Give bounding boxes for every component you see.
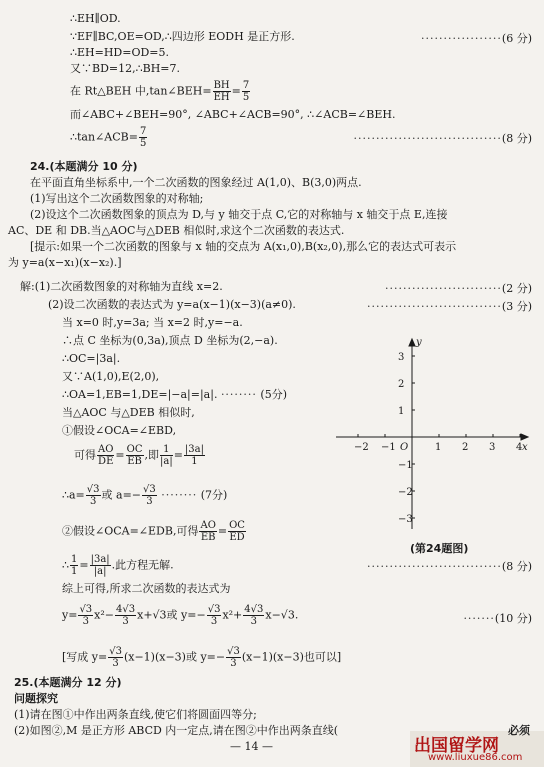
- graph-caption: (第24题图): [410, 542, 469, 555]
- sol-9: ①假设∠OCA=∠EBD,: [62, 424, 177, 437]
- line-4: 又∵BD=12,∴BH=7.: [70, 62, 180, 75]
- y-tick-label: −3: [398, 514, 413, 525]
- y-tick-label: 1: [398, 406, 405, 417]
- sol-3: 当 x=0 时,y=3a; 当 x=2 时,y=−a.: [62, 316, 243, 329]
- line-7: ∴tan∠ACB= $\frac{7}{5}$: [70, 126, 147, 149]
- logo-text: 出国留学网: [414, 736, 499, 756]
- q25-section: 问题探究: [14, 692, 58, 705]
- x-tick-label: 4: [516, 442, 523, 453]
- x-axis-arrow: [521, 434, 528, 440]
- coordinate-graph: [332, 333, 532, 533]
- sol-7: ∴OA=1,EB=1,DE=|−a|=|a|. ········ (5分): [62, 388, 288, 401]
- q24-hint-a: [提示:如果一个二次函数的图象与 x 轴的交点为 A(x₁,0),B(x₂,0),那么它的表达式可表示: [30, 240, 457, 253]
- x-tick-label: 3: [489, 442, 496, 453]
- question-24-title: 24.(本题满分 10 分): [30, 160, 138, 173]
- x-axis-label: x: [522, 442, 528, 453]
- score-6: ··················(6 分): [420, 32, 532, 45]
- y-tick-label: −2: [398, 487, 413, 498]
- q25-text-c: (2)如图②,M 是正方形 ABCD 内一定点,请在图②中作出两条直线(: [14, 724, 339, 737]
- score-8b: ······························(8 分): [367, 560, 532, 573]
- x-tick-label: 2: [462, 442, 469, 453]
- sol-6: 又∵A(1,0),E(2,0),: [62, 370, 160, 383]
- sol-14: 综上可得,所求二次函数的表达式为: [62, 582, 231, 595]
- line-5: 在 Rt△BEH 中,tan∠BEH= $\frac{BH}{EH}$ = $\frac{7}{5}$: [70, 80, 250, 103]
- x-tick-label: −1: [381, 442, 396, 453]
- sol-2: (2)设二次函数的表达式为 y=a(x−1)(x−3)(a≠0).: [48, 298, 296, 311]
- sol-4: ∴点 C 坐标为(0,3a),顶点 D 坐标为(2,−a).: [62, 334, 278, 347]
- page-number: — 14 —: [230, 740, 273, 753]
- score-8a: ·································(8 分): [353, 132, 532, 145]
- score-3: ······························(3 分): [367, 300, 532, 313]
- q24-text-d: AC、DE 和 DB.当△AOC与△DEB 相似时,求这个二次函数的表达式.: [8, 224, 345, 237]
- line-1: ∴EH∥OD.: [70, 12, 121, 25]
- logo-url: www.liuxue86.com: [428, 752, 523, 763]
- y-tick-label: −1: [398, 460, 413, 471]
- line-3: ∴EH=HD=OD=5.: [70, 46, 170, 59]
- x-tick-label: −2: [354, 442, 369, 453]
- sol-8: 当△AOC 与△DEB 相似时,: [62, 406, 195, 419]
- y-tick-label: 2: [398, 379, 405, 390]
- line-6: 而∠ABC+∠BEH=90°, ∠ABC+∠ACB=90°, ∴∠ACB=∠BEH.: [70, 108, 396, 121]
- x-tick-label: 1: [435, 442, 442, 453]
- q24-text-c: (2)设这个二次函数图象的顶点为 D,与 y 轴交于点 C,它的对称轴与 x 轴交于点 E,连接: [30, 208, 448, 221]
- q25-text-b: (1)请在图①中作出两条直线,使它们将圆面四等分;: [14, 708, 257, 721]
- q25-text-d: 必须: [508, 724, 530, 737]
- origin-label: O: [400, 442, 409, 453]
- sol-16: [写成 y= $\frac{√3}{3}$ (x−1)(x−3)或 y=− $\frac{√3}{3}$ (x−1)(x−3)也可以]: [62, 646, 342, 669]
- sol-13: ∴ $\frac{1}{1}$ = $\frac{|3a|}{|a|}$ .此方程无解.: [62, 554, 174, 577]
- sol-12: ②假设∠OCA=∠EDB,可得 $\frac{AO}{EB}$ = $\frac{OC}{ED}$: [62, 520, 245, 543]
- y-axis-arrow: [409, 339, 415, 346]
- sol-10: 可得 $\frac{AO}{DE}$ = $\frac{OC}{EB}$ ,即 $\frac{1}{|a|}$ = $\frac{|3a|}{1}$: [74, 444, 204, 467]
- sol-15: y= $\frac{√3}{3}$ x²− $\frac{4√3}{3}$ x+√3或 y=− $\frac{√3}{3}$ x²+ $\frac{4√3}{3}$ x−√3.: [62, 604, 299, 627]
- y-axis-label: y: [416, 337, 422, 348]
- y-tick-label: 3: [398, 352, 405, 363]
- q24-text-a: 在平面直角坐标系中,一个二次函数的图象经过 A(1,0)、B(3,0)两点.: [30, 176, 362, 189]
- question-25-title: 25.(本题满分 12 分): [14, 676, 122, 689]
- q24-text-b: (1)写出这个二次函数图象的对称轴;: [30, 192, 204, 205]
- line-2: ∵EF∥BC,OE=OD,∴四边形 EODH 是正方形.: [70, 30, 295, 43]
- q24-hint-b: 为 y=a(x−x₁)(x−x₂).]: [8, 256, 122, 269]
- sol-11: ∴a= $\frac{√3}{3}$ 或 a=− $\frac{√3}{3}$ ········ (7分): [62, 484, 228, 507]
- score-2: ··························(2 分): [385, 282, 532, 295]
- sol-1: 解:(1)二次函数图象的对称轴为直线 x=2.: [20, 280, 223, 293]
- sol-5: ∴OC=|3a|.: [62, 352, 121, 365]
- score-10: ·······(10 分): [463, 612, 532, 625]
